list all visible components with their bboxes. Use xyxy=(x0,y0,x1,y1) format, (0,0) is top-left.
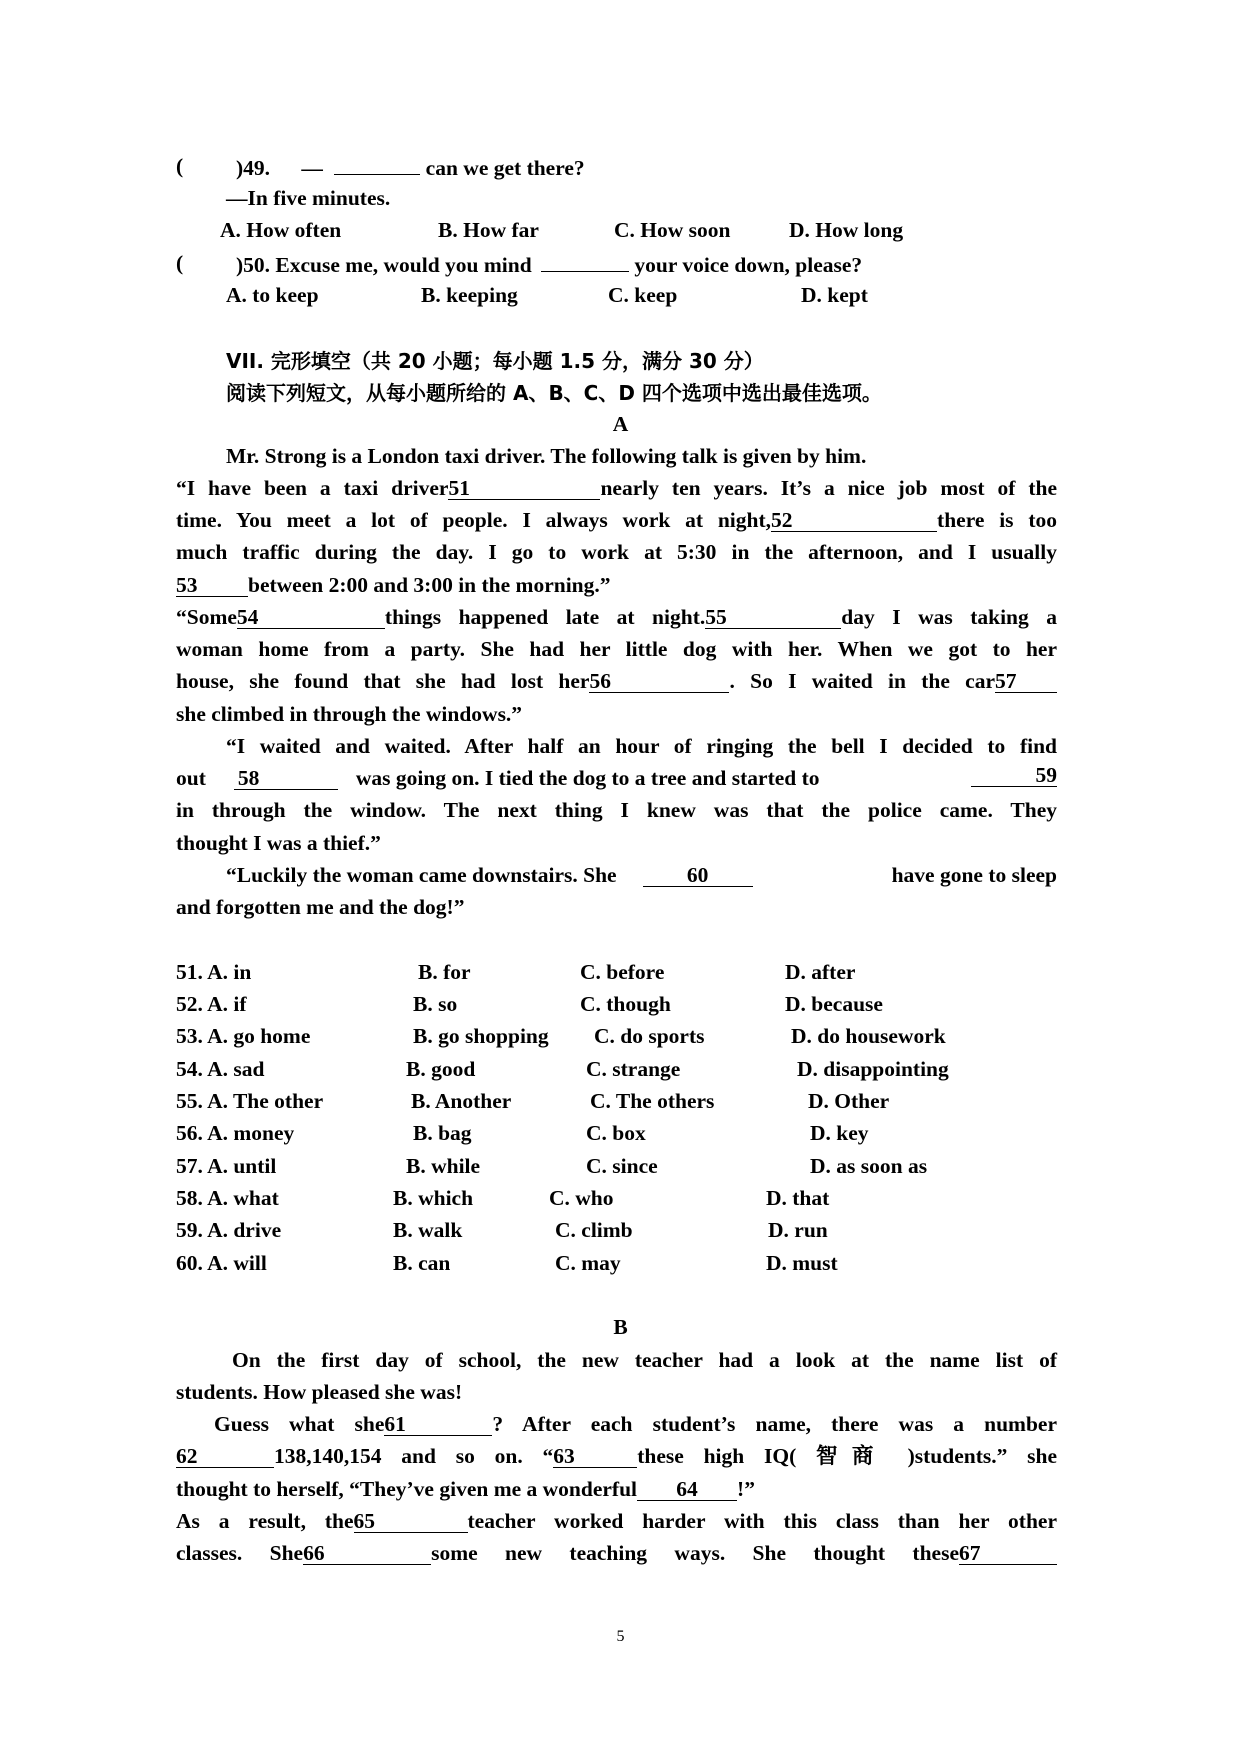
blank-63[interactable]: 63 xyxy=(553,1445,637,1468)
q49-stem-tail: can we get there? xyxy=(425,156,585,180)
option-54-b[interactable]: B. good xyxy=(406,1057,476,1081)
blank-60[interactable]: 60 xyxy=(643,864,753,887)
passage-a-label: A xyxy=(612,412,629,436)
q49-line xyxy=(176,152,183,180)
q50-stem-head: )50. Excuse me, would you mind xyxy=(236,253,532,277)
option-59-c[interactable]: C. climb xyxy=(555,1218,633,1242)
option-53-d[interactable]: D. do housework xyxy=(791,1024,946,1048)
passage-a-line-14: “Luckily the woman came downstairs. She 60 have gone to sleep xyxy=(226,863,1057,887)
option-60-a[interactable]: 60. A. will xyxy=(176,1251,267,1275)
q49-stem xyxy=(236,152,585,182)
option-51-d[interactable]: D. after xyxy=(785,960,856,984)
option-52-b[interactable]: B. so xyxy=(413,992,458,1016)
passage-a-line-12: in through the window. The next thing I knew was that the police came. They xyxy=(176,798,1057,822)
q50-stem-tail: your voice down, please? xyxy=(634,253,863,277)
blank-62[interactable]: 62 xyxy=(176,1445,274,1468)
option-60-c[interactable]: C. may xyxy=(555,1251,621,1275)
option-56-a[interactable]: 56. A. money xyxy=(176,1121,295,1145)
page-number: 5 xyxy=(616,1628,625,1645)
option-52-d[interactable]: D. because xyxy=(785,992,883,1016)
q50-option-b[interactable]: B. keeping xyxy=(421,283,518,307)
blank-61[interactable]: 61 xyxy=(384,1413,492,1436)
option-51-c[interactable]: C. before xyxy=(580,960,665,984)
q49-option-a[interactable]: A. How often xyxy=(220,218,342,242)
passage-b-line-3: Guess what she61 ? After each student’s name, there was a number xyxy=(214,1412,1057,1436)
passage-a-line-10: “I waited and waited. After half an hour of ringing the bell I decided to find xyxy=(226,734,1057,758)
q50-blank[interactable] xyxy=(541,249,629,272)
q49-blank[interactable] xyxy=(334,152,420,175)
option-55-c[interactable]: C. The others xyxy=(590,1089,715,1113)
q50-paren: ( xyxy=(176,251,184,275)
option-55-d[interactable]: D. Other xyxy=(808,1089,890,1113)
blank-66[interactable]: 66 xyxy=(303,1542,431,1565)
option-60-b[interactable]: B. can xyxy=(393,1251,451,1275)
blank-67[interactable]: 67 xyxy=(959,1542,1057,1565)
blank-57[interactable]: 57 xyxy=(995,670,1057,693)
blank-54[interactable]: 54 xyxy=(237,606,385,629)
blank-53[interactable]: 53 xyxy=(176,574,248,597)
option-59-b[interactable]: B. walk xyxy=(393,1218,463,1242)
passage-a-line-13: thought I was a thief.” xyxy=(176,831,381,855)
blank-64[interactable]: 64 xyxy=(637,1478,737,1501)
blank-55[interactable]: 55 xyxy=(705,606,841,629)
passage-b-line-2: students. How pleased she was! xyxy=(176,1380,463,1404)
q49-reply: —In five minutes. xyxy=(226,186,391,210)
passage-a-line-5: 53 between 2:00 and 3:00 in the morning.” xyxy=(176,573,611,597)
passage-a-line-2: “I have been a taxi driver51 nearly ten years. It’s a nice job most of the xyxy=(176,476,1057,500)
option-58-d[interactable]: D. that xyxy=(766,1186,830,1210)
q49-option-b[interactable]: B. How far xyxy=(438,218,539,242)
option-57-b[interactable]: B. while xyxy=(406,1154,481,1178)
q50-option-c[interactable]: C. keep xyxy=(608,283,678,307)
option-60-d[interactable]: D. must xyxy=(766,1251,838,1275)
q49-dash: — xyxy=(301,156,323,180)
option-56-d[interactable]: D. key xyxy=(810,1121,869,1145)
option-53-c[interactable]: C. do sports xyxy=(594,1024,705,1048)
option-52-a[interactable]: 52. A. if xyxy=(176,992,247,1016)
option-57-d[interactable]: D. as soon as xyxy=(810,1154,928,1178)
option-54-a[interactable]: 54. A. sad xyxy=(176,1057,265,1081)
option-52-c[interactable]: C. though xyxy=(580,992,671,1016)
q49-number: )49. xyxy=(236,156,271,180)
section-instruction: 阅读下列短文，从每小题所给的 A、B、C、D 四个选项中选出最佳选项。 xyxy=(226,381,882,405)
q49-option-d[interactable]: D. How long xyxy=(789,218,904,242)
option-51-b[interactable]: B. for xyxy=(418,960,471,984)
blank-65[interactable]: 65 xyxy=(354,1510,468,1533)
option-55-b[interactable]: B. Another xyxy=(411,1089,512,1113)
option-54-d[interactable]: D. disappointing xyxy=(797,1057,949,1081)
option-51-a[interactable]: 51. A. in xyxy=(176,960,252,984)
passage-a-line-6: “Some54 things happened late at night.55 day I was taking a xyxy=(176,605,1058,629)
q49-paren: ( xyxy=(176,154,184,178)
passage-a-line-15: and forgotten me and the dog!” xyxy=(176,895,465,919)
passage-a-line-11: out 58 was going on. I tied the dog to a tree and started to 59 xyxy=(176,763,1057,790)
option-59-d[interactable]: D. run xyxy=(768,1218,828,1242)
passage-a-line-8: house, she found that she had lost her56 . So I waited in the car57 xyxy=(176,667,1057,695)
option-58-c[interactable]: C. who xyxy=(549,1186,614,1210)
passage-b-label: B xyxy=(613,1315,628,1339)
blank-51[interactable]: 51 xyxy=(448,477,600,500)
option-59-a[interactable]: 59. A. drive xyxy=(176,1218,282,1242)
passage-b-line-4: 62 138,140,154 and so on. “63 these high IQ( 智商 )students.” she xyxy=(176,1444,1058,1468)
blank-59[interactable]: 59 xyxy=(971,764,1057,787)
q50-option-d[interactable]: D. kept xyxy=(801,283,868,307)
q49-option-c[interactable]: C. How soon xyxy=(614,218,731,242)
q50-option-a[interactable]: A. to keep xyxy=(226,283,319,307)
option-53-b[interactable]: B. go shopping xyxy=(413,1024,549,1048)
option-58-b[interactable]: B. which xyxy=(393,1186,474,1210)
option-56-b[interactable]: B. bag xyxy=(413,1121,472,1145)
passage-b-line-5: thought to herself, “They’ve given me a wonderful 64 !” xyxy=(176,1477,755,1501)
passage-a-line-9: she climbed in through the windows.” xyxy=(176,702,523,726)
passage-a-line-3: time. You meet a lot of people. I always work at night,52 there is too xyxy=(176,508,1058,532)
passage-a-line-7: woman home from a party. She had her little dog with her. When we got to her xyxy=(176,637,1057,661)
option-53-a[interactable]: 53. A. go home xyxy=(176,1024,311,1048)
option-54-c[interactable]: C. strange xyxy=(586,1057,681,1081)
option-56-c[interactable]: C. box xyxy=(586,1121,646,1145)
option-58-a[interactable]: 58. A. what xyxy=(176,1186,279,1210)
blank-56[interactable]: 56 xyxy=(589,670,729,693)
passage-b-line-6: As a result, the65 teacher worked harder with this class than her other xyxy=(176,1509,1057,1533)
passage-b-line-7: classes. She66 some new teaching ways. She thought these67 xyxy=(176,1539,1057,1567)
option-57-c[interactable]: C. since xyxy=(586,1154,658,1178)
passage-a-line-4: much traffic during the day. I go to work at 5:30 in the afternoon, and I usually xyxy=(176,540,1057,564)
blank-52[interactable]: 52 xyxy=(771,509,937,532)
q50-stem xyxy=(236,249,862,279)
blank-58[interactable]: 58 xyxy=(234,767,338,790)
section-heading: VII. 完形填空（共 20 小题；每小题 1.5 分，满分 30 分） xyxy=(226,349,764,373)
option-57-a[interactable]: 57. A. until xyxy=(176,1154,277,1178)
passage-b-line-1: On the first day of school, the new teacher had a look at the name list of xyxy=(232,1348,1057,1372)
passage-a-intro: Mr. Strong is a London taxi driver. The following talk is given by him. xyxy=(226,444,867,468)
option-55-a[interactable]: 55. A. The other xyxy=(176,1089,324,1113)
